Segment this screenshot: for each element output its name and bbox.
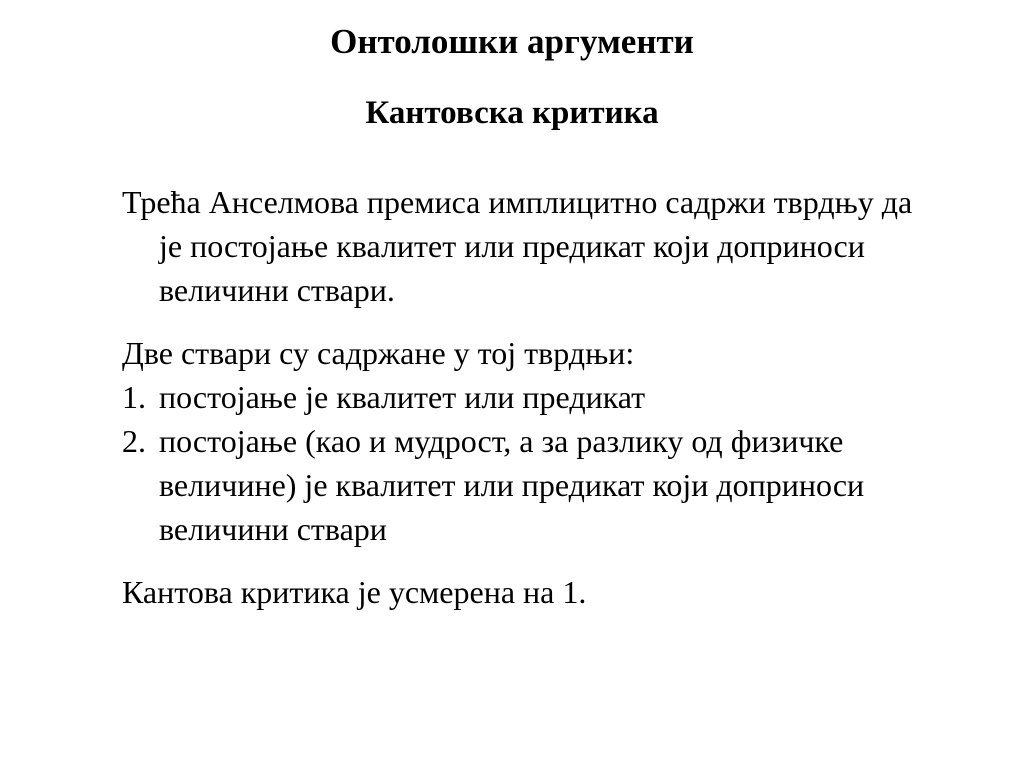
slide-body [122,180,922,614]
slide-subtitle: Кантовска критика [365,95,659,131]
list-item-text: постојање (као и мудрост, а за разлику од физичке величине) је квалитет или предикат који доприноси величини ствари [159,423,865,547]
list-item-number: 2. [122,423,146,459]
paragraph-two-things: Две ствари су садржане у тој тврдњи: [122,335,635,371]
list-item [122,419,922,551]
list-item-number: 1. [122,379,146,415]
slide-title: Онтолошки аргументи [330,22,694,61]
paragraph-conclusion: Кантова критика је усмерена на 1. [122,574,587,610]
paragraph-premise: Трећа Анселмова премиса имплицитно садржи тврдњу да је постојање квалитет или предикат који доприноси величини ствари. [122,184,913,308]
list-item-text: постојање је квалитет или предикат [159,379,646,415]
list-item [122,375,922,419]
